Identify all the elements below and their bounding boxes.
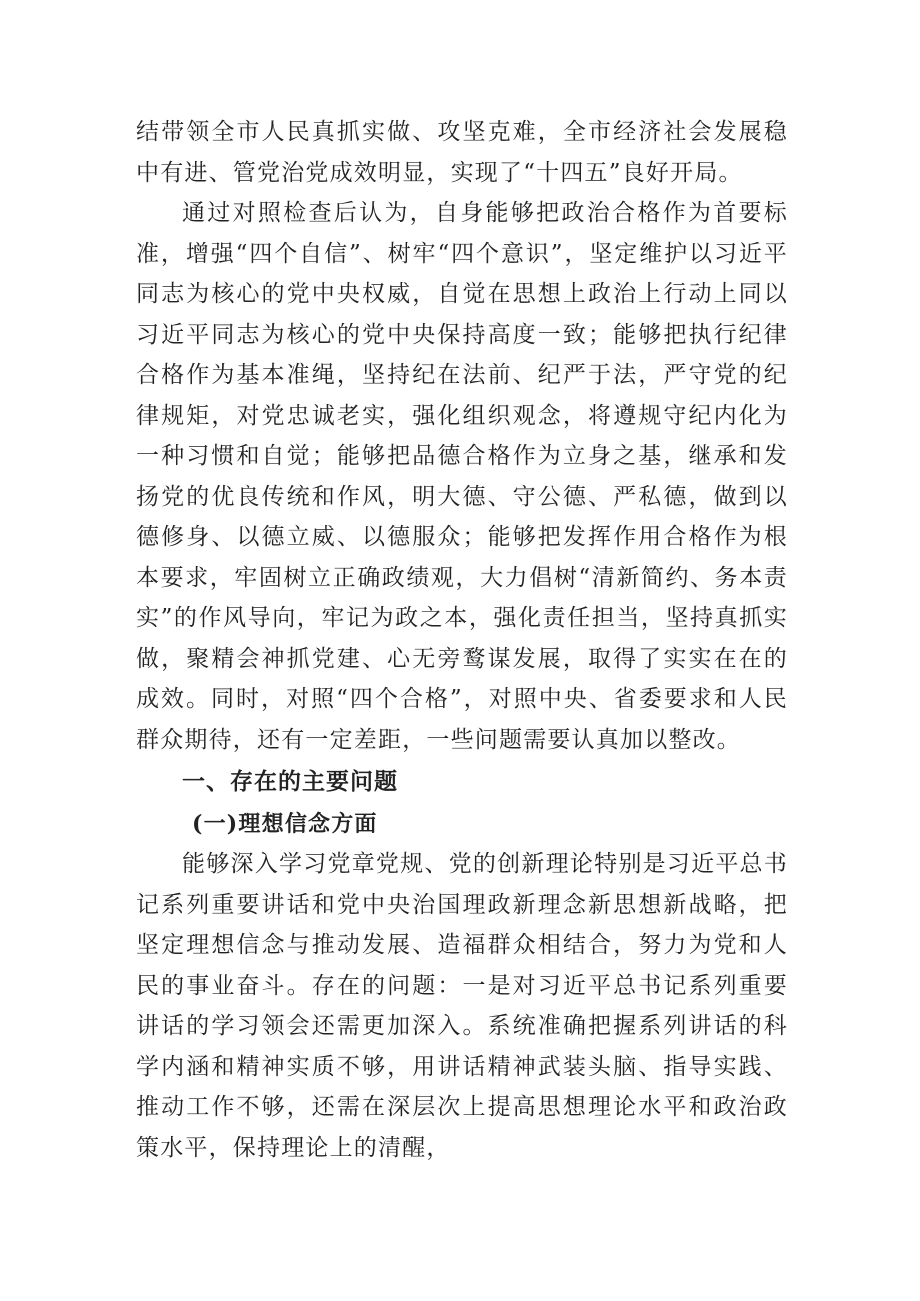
paragraph-ideals-beliefs: 能够深入学习党章党规、党的创新理论特别是习近平总书记系列重要讲话和党中央治国理政新理念新思想新战略，把坚定理想信念与推动发展、造福群众相结合，努力为党和人民的事业奋斗。存在的问题：一是对习近平总书记系列重要讲话的学习领会还需更加深入。系统准确把握系列讲话的科学内涵和精神实质不够，用讲话精神武装头脑、指导实践、推动工作不够，还需在深层次上提高思想理论水平和政治政策水平，保持理论上的清醒， [136,851,788,1161]
section-heading: 一、存在的主要问题 [182,769,398,795]
subsection-heading: (一)理想信念方面 [192,811,378,837]
paragraph-self-assessment: 通过对照检查后认为，自身能够把政治合格作为首要标准，增强“四个自信”、树牢“四个意识”，坚定维护以习近平同志为核心的党中央权威，自觉在思想上政治上行动上同以习近平同志为核心的党中央保持高度一致；能够把执行纪律合格作为基本准绳，坚持纪在法前、纪严于法，严守党的纪律规矩，对党忠诚老实，强化组织观念，将遵规守纪内化为一种习惯和自觉；能够把品德合格作为立身之基，继承和发扬党的优良传统和作风，明大德、守公德、严私德，做到以德修身、以德立威、以德服众；能够把发挥作用合格作为根本要求，牢固树立正确政绩观，大力倡树“清新简约、务本责实”的作风导向，牢记为政之本，强化责任担当，坚持真抓实做，聚精会神抓党建、心无旁鹜谋发展，取得了实实在在的成效。同时，对照“四个合格”，对照中央、省委要求和人民群众期待，还有一定差距，一些问题需要认真加以整改。 [136,200,788,753]
document-body [136,112,788,1168]
paragraph-continued: 结带领全市人民真抓实做、攻坚克难，全市经济社会发展稳中有进、管党治党成效明显，实现了“十四五”良好开局。 [136,119,788,186]
